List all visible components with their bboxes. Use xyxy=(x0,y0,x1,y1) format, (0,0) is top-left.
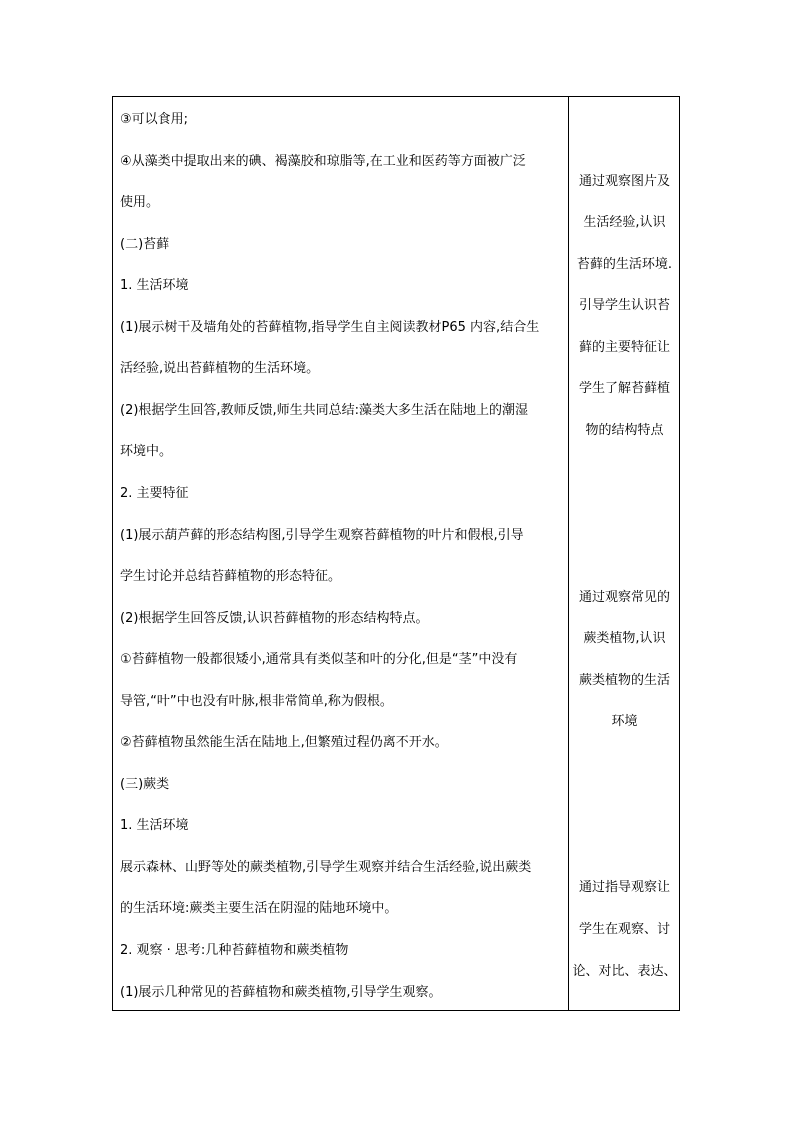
side-note-line: 学生了解苔藓植 xyxy=(578,381,670,396)
text-line: (1)展示树干及墙角处的苔藓植物,指导学生自主阅读教材P65 内容,结合生 xyxy=(120,320,540,335)
text-line: ④从藻类中提取出来的碘、褐藻胶和琼脂等,在工业和医药等方面被广泛 xyxy=(120,154,526,169)
text-line: 的生活环境:蕨类主要生活在阴湿的陆地环境中。 xyxy=(120,901,398,916)
side-note-line: 论、对比、表达、 xyxy=(572,964,677,979)
subsection-heading: 1. 生活环境 xyxy=(120,278,189,293)
text-line: 导管,“叶”中也没有叶脉,根非常简单,称为假根。 xyxy=(120,694,393,709)
side-note-line: 引导学生认识苔 xyxy=(578,298,670,313)
text-line: 环境中。 xyxy=(120,444,173,459)
side-note-line: 物的结构特点 xyxy=(585,423,664,438)
text-line: 使用。 xyxy=(120,195,160,210)
side-note-line: 藓的主要特征让 xyxy=(578,340,670,355)
side-note-line: 环境 xyxy=(611,714,638,729)
subsection-heading: 2. 主要特征 xyxy=(120,486,189,501)
side-note-line: 蕨类植物,认识 xyxy=(583,631,666,646)
side-note-line: 通过指导观察让 xyxy=(578,880,670,895)
side-note-line: 学生在观察、讨 xyxy=(578,922,670,937)
subsection-heading: 1. 生活环境 xyxy=(120,818,189,833)
side-note-line: 生活经验,认识 xyxy=(583,215,666,230)
side-note-line: 通过观察常见的 xyxy=(578,590,670,605)
column-divider xyxy=(568,97,569,1010)
text-line: ②苔藓植物虽然能生活在陆地上,但繁殖过程仍离不开水。 xyxy=(120,735,448,750)
text-line: 活经验,说出苔藓植物的生活环境。 xyxy=(120,361,320,376)
text-line: ③可以食用; xyxy=(120,112,189,127)
side-note-line: 通过观察图片及 xyxy=(578,174,670,189)
text-line: (2)根据学生回答反馈,认识苔藓植物的形态结构特点。 xyxy=(120,611,429,626)
text-line: (2)根据学生回答,教师反馈,师生共同总结:藻类大多生活在陆地上的潮湿 xyxy=(120,403,529,418)
lesson-plan-table xyxy=(112,96,680,1011)
section-heading: (二)苔藓 xyxy=(120,237,170,252)
subsection-heading: 2. 观察 · 思考:几种苔藓植物和蕨类植物 xyxy=(120,943,349,958)
text-line: (1)展示葫芦藓的形态结构图,引导学生观察苔藓植物的叶片和假根,引导 xyxy=(120,528,524,543)
section-heading: (三)蕨类 xyxy=(120,777,170,792)
side-note-line: 蕨类植物的生活 xyxy=(578,673,670,688)
text-line: ①苔藓植物一般都很矮小,通常具有类似茎和叶的分化,但是“茎”中没有 xyxy=(120,652,518,667)
text-line: 学生讨论并总结苔藓植物的形态特征。 xyxy=(120,569,342,584)
text-line: (1)展示几种常见的苔藓植物和蕨类植物,引导学生观察。 xyxy=(120,985,442,1000)
text-line: 展示森林、山野等处的蕨类植物,引导学生观察并结合生活经验,说出蕨类 xyxy=(120,860,532,875)
side-note-line: 苔藓的生活环境. xyxy=(576,257,673,272)
